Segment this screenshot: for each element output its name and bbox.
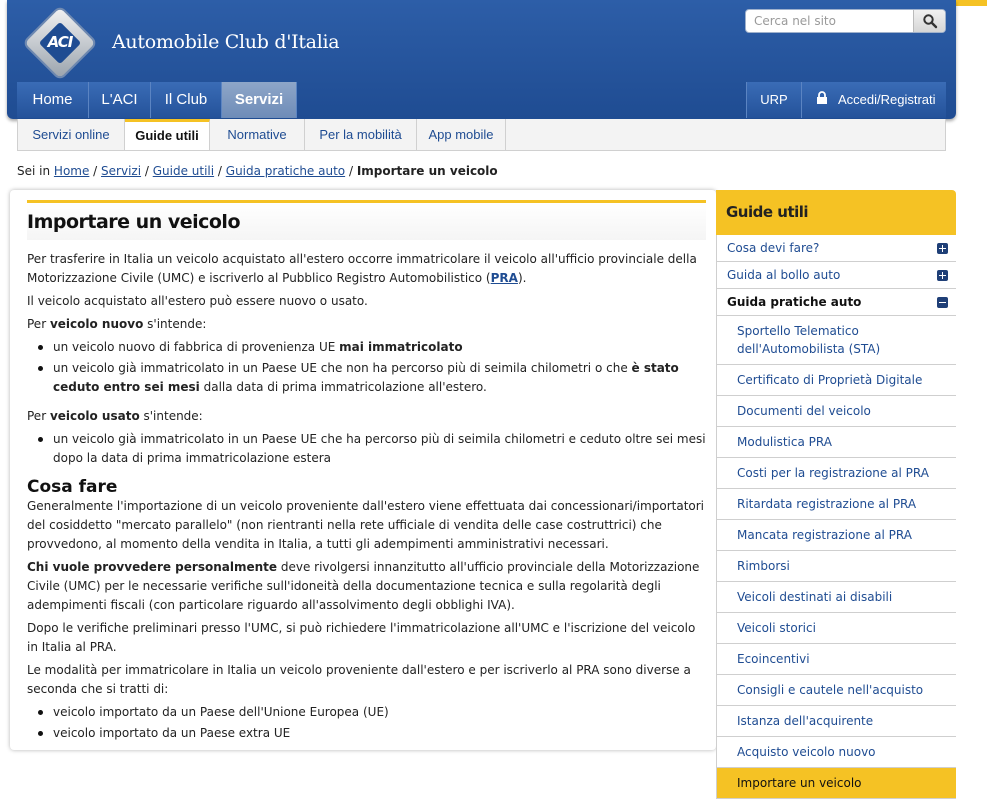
sidebar-subitem-storici[interactable]: Veicoli storici bbox=[716, 613, 956, 644]
search-input[interactable] bbox=[747, 11, 912, 31]
sidebar-item-cosa-devi-fare[interactable]: Cosa devi fare? bbox=[716, 235, 956, 262]
sidebar-subitem-acquisto-nuovo[interactable]: Acquisto veicolo nuovo bbox=[716, 737, 956, 768]
subnav-normative[interactable]: Normative bbox=[210, 119, 305, 150]
article-body bbox=[27, 240, 706, 743]
breadcrumb-home[interactable]: Home bbox=[53, 164, 90, 178]
nav-login[interactable] bbox=[801, 82, 946, 118]
paragraph: Chi vuole provvedere personalmente deve rivolgersi innanzitutto all'ufficio provinciale della Motorizzazione Civile (UMC) per le necessarie verifiche sull'idoneità della documentazione tecnica e sulla regolarità degli adempimenti fiscali (con particolare riguardo all'assolvimento degli obblighi IVA). bbox=[27, 560, 700, 612]
nav-servizi[interactable]: Servizi bbox=[222, 82, 297, 118]
list-item: veicolo importato da un Paese extra UE bbox=[38, 724, 706, 743]
list-item: un veicolo già immatricolato in un Paese UE che ha percorso più di seimila chilometri e ceduto oltre sei mesi dopo la data di prima immatricolazione estera bbox=[38, 430, 706, 468]
intro-paragraph: Per trasferire in Italia un veicolo acquistato all'estero occorre immatricolare il veicolo all'ufficio provinciale della Motorizzazione Civile (UMC) e iscriverlo al Pubblico Registro Automobilistico (PRA). bbox=[27, 252, 697, 285]
new-vehicle-label: Per veicolo nuovo s'intende: bbox=[27, 317, 207, 331]
section-title: Cosa fare bbox=[27, 477, 118, 497]
sidebar-subitem-costi[interactable]: Costi per la registrazione al PRA bbox=[716, 458, 956, 489]
pra-link[interactable]: PRA bbox=[490, 271, 518, 285]
paragraph: Generalmente l'importazione di un veicolo proveniente dall'estero viene effettuata dai concessionari/importatori del cosiddetto "mercato parallelo" (non rientranti nella rete ufficiale di vendita delle case costruttrici) che provvedono, al momento della vendita in Italia, a tutti gli adempimenti amministrativi necessari. bbox=[27, 499, 705, 551]
expand-plus-icon[interactable] bbox=[937, 243, 948, 254]
site-name[interactable]: Automobile Club d'Italia bbox=[112, 31, 340, 53]
breadcrumb-guida-pratiche[interactable]: Guida pratiche auto bbox=[225, 164, 346, 178]
list-item: un veicolo già immatricolato in un Paese UE che non ha percorso più di seimila chilometri o che è stato ceduto entro sei mesi dalla data di prima immatricolazione all'estero. bbox=[38, 359, 706, 397]
sidebar-subitem-importare[interactable]: Importare un veicolo bbox=[716, 768, 956, 799]
nav-urp[interactable]: URP bbox=[746, 82, 801, 118]
nav-home[interactable]: Home bbox=[17, 82, 89, 118]
used-vehicle-label: Per veicolo usato s'intende: bbox=[27, 409, 203, 423]
page-title: Importare un veicolo bbox=[27, 211, 240, 233]
sidebar-subitem-sta[interactable]: Sportello Telematico dell'Automobilista (STA) bbox=[716, 316, 956, 365]
sidebar-item-pratiche-auto[interactable]: Guida pratiche auto bbox=[716, 289, 956, 316]
breadcrumb-guide-utili[interactable]: Guide utili bbox=[152, 164, 215, 178]
nav-il-club[interactable]: Il Club bbox=[151, 82, 222, 118]
list-item: un veicolo nuovo di fabbrica di provenienza UE mai immatricolato bbox=[38, 338, 706, 357]
breadcrumb-prefix: Sei in bbox=[17, 164, 51, 178]
sidebar-subitem-modulistica[interactable]: Modulistica PRA bbox=[716, 427, 956, 458]
search-box bbox=[745, 9, 946, 33]
sidebar-subitem-rimborsi[interactable]: Rimborsi bbox=[716, 551, 956, 582]
sub-nav bbox=[17, 119, 946, 151]
sidebar-item-bollo-auto[interactable]: Guida al bollo auto bbox=[716, 262, 956, 289]
paragraph: Dopo le verifiche preliminari presso l'UMC, si può richiedere l'immatricolazione all'UMC e l'iscrizione del veicolo in Italia al PRA. bbox=[27, 621, 696, 654]
sidebar-subitem-ecoincentivi[interactable]: Ecoincentivi bbox=[716, 644, 956, 675]
subnav-mobilita[interactable]: Per la mobilità bbox=[305, 119, 417, 150]
subnav-app-mobile[interactable]: App mobile bbox=[417, 119, 506, 150]
sidebar-title: Guide utili bbox=[716, 190, 956, 235]
paragraph: Le modalità per immatricolare in Italia un veicolo proveniente dall'estero e per iscriverlo al PRA sono diverse a seconda che si tratti di: bbox=[27, 663, 691, 696]
used-vehicle-list bbox=[38, 430, 706, 468]
sidebar-subitem-disabili[interactable]: Veicoli destinati ai disabili bbox=[716, 582, 956, 613]
collapse-minus-icon[interactable] bbox=[937, 297, 948, 308]
main-content bbox=[10, 190, 716, 750]
subnav-guide-utili[interactable]: Guide utili bbox=[125, 119, 210, 150]
sidebar-subitem-cdp[interactable]: Certificato di Proprietà Digitale bbox=[716, 365, 956, 396]
sidebar-subitem-ritardata[interactable]: Ritardata registrazione al PRA bbox=[716, 489, 956, 520]
breadcrumb: Sei in Home / Servizi / Guide utili / Guida pratiche auto / Importare un veicolo bbox=[17, 164, 498, 178]
list-item: veicolo importato da un Paese dell'Unione Europea (UE) bbox=[38, 703, 706, 722]
sidebar-subitem-mancata[interactable]: Mancata registrazione al PRA bbox=[716, 520, 956, 551]
top-accent-strip bbox=[956, 0, 987, 6]
logo-mark: ACI bbox=[47, 33, 73, 51]
breadcrumb-servizi[interactable]: Servizi bbox=[101, 164, 142, 178]
nav-aci[interactable]: L'ACI bbox=[89, 82, 151, 118]
sidebar bbox=[716, 190, 956, 790]
lock-icon bbox=[816, 91, 828, 105]
expand-plus-icon[interactable] bbox=[937, 270, 948, 281]
subnav-servizi-online[interactable]: Servizi online bbox=[18, 119, 125, 150]
title-bar bbox=[27, 200, 706, 240]
intro-paragraph-2: Il veicolo acquistato all'estero può essere nuovo o usato. bbox=[27, 294, 368, 308]
sidebar-subitem-istanza[interactable]: Istanza dell'acquirente bbox=[716, 706, 956, 737]
import-list bbox=[38, 703, 706, 743]
search-icon bbox=[923, 14, 937, 28]
new-vehicle-list bbox=[38, 338, 706, 397]
breadcrumb-current: Importare un veicolo bbox=[356, 164, 498, 178]
search-button[interactable] bbox=[913, 10, 945, 32]
sidebar-subitem-documenti[interactable]: Documenti del veicolo bbox=[716, 396, 956, 427]
login-label: Accedi/Registrati bbox=[838, 92, 936, 107]
sidebar-subitem-consigli[interactable]: Consigli e cautele nell'acquisto bbox=[716, 675, 956, 706]
